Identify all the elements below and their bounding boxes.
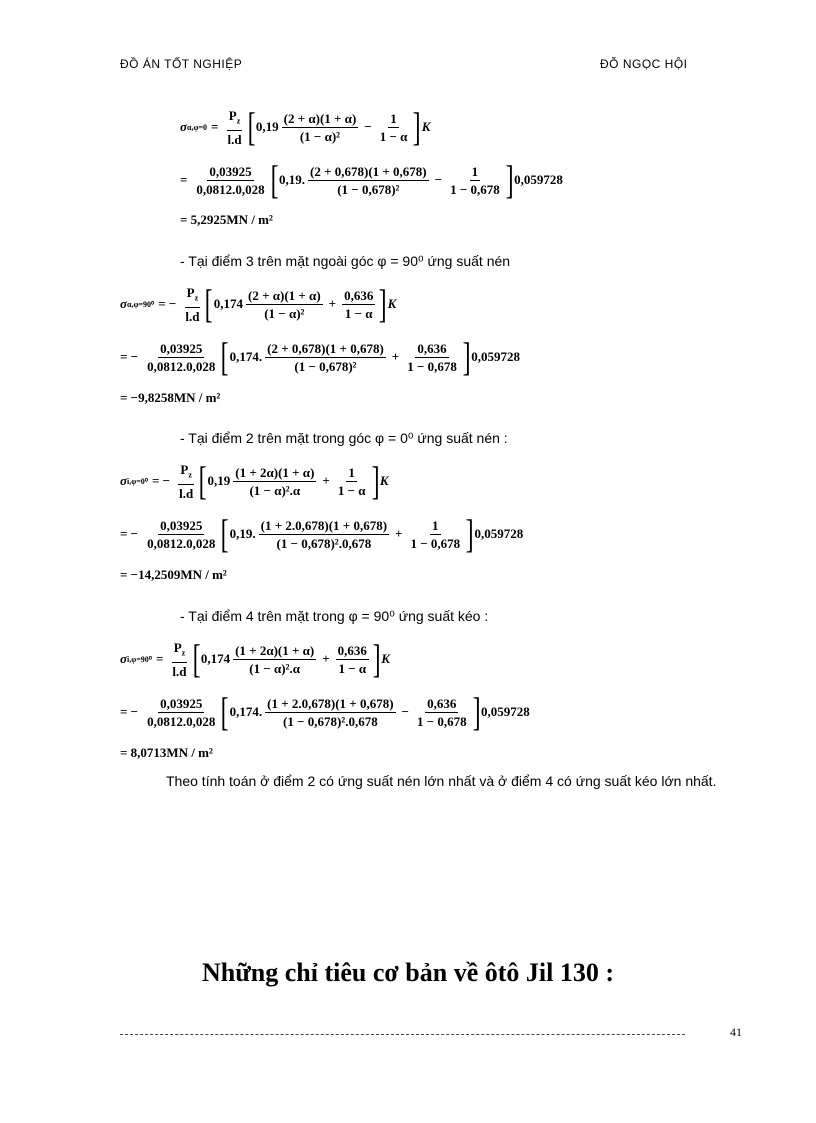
conclusion-paragraph: Theo tính toán ở điểm 2 có ứng suất nén lớn nhất và ở điểm 4 có ứng suất kéo lớn nhất. [166, 773, 717, 789]
block1-numeric-inner-fraction: $\frac{(2 + 0,678)(1 + 0,678)}{\text{(1 − 0,678)²}}$ [310, 163, 427, 197]
block3-inner-fraction: $\frac{(1 + 2\alpha)(1 + \alpha)}{\text{(1 − α)².α}}$ [235, 464, 315, 498]
block4-inner-fraction: $\frac{(1 + 2\alpha)(1 + \alpha)}{\text{(1 − α)².α}}$ [235, 642, 315, 676]
block3-result: = −14,2509MN / m² [120, 567, 227, 582]
block4-line-2: = − $\frac{0,03925}{0,0812.0,028}$ [ 0,174. $\frac{(1 + 2.0,678)(1 + 0,678)}{\text{(1 − 0,678)².0,678}}$ − $\frac{0,636}{1 - 0,678}$ ] 0,059728 [120, 689, 530, 734]
block2-load-fraction: $\frac{P_z}{l.d}$ [185, 285, 200, 324]
note-point-3: - Tại điểm 3 trên mặt ngoài góc φ = 90⁰ ứng suất nén [180, 253, 511, 269]
header-left: ĐỒ ÁN TỐT NGHIỆP [120, 57, 243, 71]
section-heading: Những chỉ tiêu cơ bản về ôtô Jil 130 : [201, 958, 615, 987]
block3-numeric-inner-fraction: $\frac{(1 + 2.0,678)(1 + 0,678)}{\text{(1 − 0,678)².0,678}}$ [260, 517, 388, 551]
block1-numeric-inner-fraction-2: $\frac{1}{1 - 0,678}$ [450, 163, 500, 197]
block4-load-fraction: $\frac{P_z}{l.d}$ [172, 640, 187, 679]
block2-result: = −9,8258MN / m² [120, 390, 221, 405]
block2-numeric-inner-fraction-2: $\frac{0,636}{1 - 0,678}$ [407, 340, 457, 374]
block3-line-1: σ i,φ=0⁰ = − $\frac{P_z}{l.d}$ [ 0,19 $\frac{(1 + 2\alpha)(1 + \alpha)}{\text{(1 − α)².α}}$ + $\frac{1}{1 - \alpha}$ ] K [120, 458, 389, 504]
block4-numeric-fraction: $\frac{0,03925}{0,0812.0,028}$ [147, 695, 216, 729]
block4-numeric-inner-fraction-2: $\frac{0,636}{1 - 0,678}$ [416, 695, 467, 729]
block4-inner-fraction-2: $\frac{0,636}{1 - \alpha}$ [337, 642, 367, 676]
note-point-2: - Tại điểm 2 trên mặt trong góc φ = 0⁰ ứng suất nén : [180, 430, 508, 446]
block4-line-1: σ i,φ=90⁰ = $\frac{P_z}{l.d}$ [ 0,174 $\frac{(1 + 2\alpha)(1 + \alpha)}{\text{(1 − α)².α}}$ + $\frac{0,636}{1 - \alpha}$ ] K [120, 636, 390, 682]
block3-inner-fraction-2: $\frac{1}{1 - \alpha}$ [337, 464, 366, 498]
block3-line-2: = − $\frac{0,03925}{0,0812.0,028}$ [ 0,19. $\frac{(1 + 2.0,678)(1 + 0,678)}{\text{(1 − 0,678)².0,678}}$ + $\frac{1}{1 - 0,678}$ ] 0,059728 [120, 511, 524, 556]
block1-numeric-fraction: $\frac{0,03925}{0,0812.0,028}$ [196, 163, 265, 197]
block1-inner-fraction: $\frac{(2 + \alpha)(1 + \alpha)}{\text{(1 − α)²}}$ [283, 110, 357, 144]
block2-line-1: σ α,φ=90⁰ = − $\frac{P_z}{l.d}$ [ 0,174 $\frac{(2 + \alpha)(1 + \alpha)}{\text{(1 − α)²}}$ + $\frac{0,636}{1 - \alpha}$ ] K [120, 281, 397, 327]
header-right: ĐỖ NGỌC HỘI [600, 57, 688, 71]
page-number: 41 [730, 1025, 742, 1039]
block3-numeric-inner-fraction-2: $\frac{1}{1 - 0,678}$ [410, 517, 461, 551]
footer-divider [120, 1034, 685, 1035]
block1-result: = 5,2925MN / m² [180, 212, 273, 227]
block3-numeric-fraction: $\frac{0,03925}{0,0812.0,028}$ [147, 517, 216, 551]
block1-inner-fraction-2: $\frac{1}{1 - \alpha}$ [379, 110, 408, 144]
block2-inner-fraction: $\frac{(2 + \alpha)(1 + \alpha)}{\text{(1 − α)²}}$ [248, 287, 321, 321]
block3-load-fraction: $\frac{P_z}{l.d}$ [179, 462, 194, 501]
block1-line-1: σ α,φ=0 = $\frac{P_z}{l.d}$ [ 0,19 $\frac{(2 + \alpha)(1 + \alpha)}{\text{(1 − α)²}}$ − $\frac{1}{1 - \alpha}$ ] K [180, 104, 431, 150]
note-point-4: - Tại điểm 4 trên mặt trong φ = 90⁰ ứng suất kéo : [180, 608, 489, 624]
block2-line-2: = − $\frac{0,03925}{0,0812.0,028}$ [ 0,174. $\frac{(2 + 0,678)(1 + 0,678)}{\text{(1 − 0,678)²}}$ + $\frac{0,636}{1 - 0,678}$ ] 0,059728 [120, 334, 520, 379]
block1-line-2: = $\frac{0,03925}{0,0812.0,028}$ [ 0,19. $\frac{(2 + 0,678)(1 + 0,678)}{\text{(1 − 0,678)²}}$ − $\frac{1}{1 - 0,678}$ ] 0,059728 [180, 157, 563, 202]
block2-numeric-fraction: $\frac{0,03925}{0,0812.0,028}$ [147, 340, 216, 374]
block4-result: = 8,0713MN / m² [120, 745, 213, 760]
block4-numeric-inner-fraction: $\frac{(1 + 2.0,678)(1 + 0,678)}{\text{(1 − 0,678)².0,678}}$ [267, 695, 394, 729]
block1-load-fraction: $\frac{P_z}{l.d}$ [227, 108, 242, 147]
block2-numeric-inner-fraction: $\frac{(2 + 0,678)(1 + 0,678)}{\text{(1 − 0,678)²}}$ [267, 340, 384, 374]
block2-inner-fraction-2: $\frac{0,636}{1 - \alpha}$ [344, 287, 374, 321]
